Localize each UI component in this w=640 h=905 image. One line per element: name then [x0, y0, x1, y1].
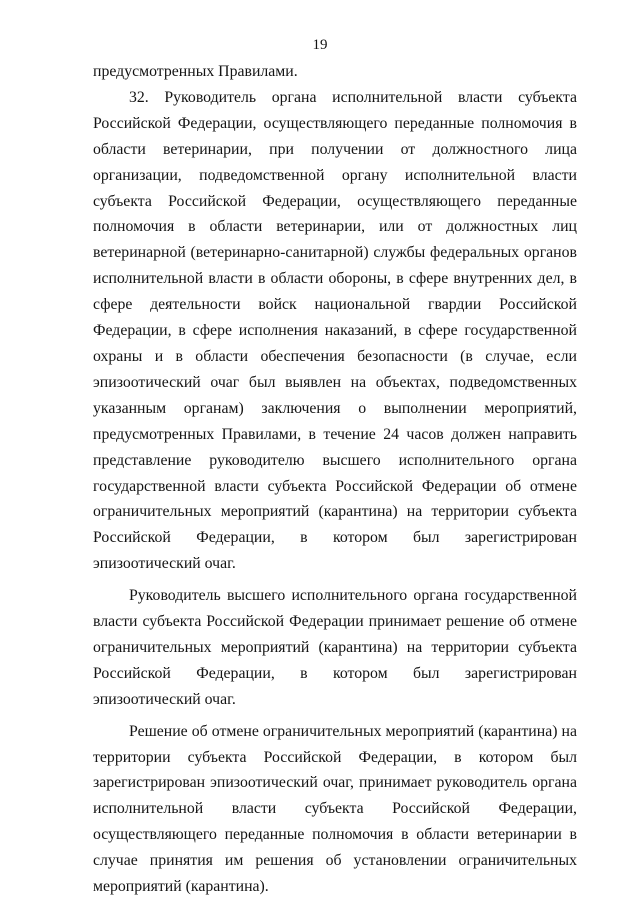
- document-body: [93, 59, 577, 900]
- paragraph-item-32: 32. Руководитель органа исполнительной власти субъекта Российской Федерации, осуществляющего переданные полномочия в области ветеринарии, при получении от должностного лица организации, подведомственной органу исполнительной власти субъекта Российской Федерации, осуществляющего переданные полномочия в области ветеринарии, или от должностных лиц ветеринарной (ветеринарно-санитарной) службы федеральных органов исполнительной власти в области обороны, в сфере внутренних дел, в сфере деятельности войск национальной гвардии Российской Федерации, в сфере исполнения наказаний, в сфере государственной охраны и в области обеспечения безопасности (в случае, если эпизоотический очаг был выявлен на объектах, подведомственных указанным органам) заключения о выполнении мероприятий, предусмотренных Правилами, в течение 24 часов должен направить представление руководителю высшего исполнительного органа государственной власти субъекта Российской Федерации об отмене ограничительных мероприятий (карантина) на территории субъекта Российской Федерации, в котором был зарегистрирован эпизоотический очаг.: [93, 88, 577, 573]
- paragraph-governor-decision: Руководитель высшего исполнительного органа государственной власти субъекта Российской Федерации принимает решение об отмене ограничительных мероприятий (карантина) на территории субъекта Российской Федерации, в котором был зарегистрирован эпизоотический очаг.: [93, 587, 577, 708]
- paragraph-authority-decision: Решение об отмене ограничительных мероприятий (карантина) на территории субъекта Российской Федерации, в котором был зарегистрирован эпизоотический очаг, принимает руководитель органа исполнительной власти субъекта Российской Федерации, осуществляющего переданные полномочия в области ветеринарии в случае принятия им решения об установлении ограничительных мероприятий (карантина).: [93, 722, 577, 896]
- page-number: 19: [312, 37, 328, 53]
- paragraph-continuation: предусмотренных Правилами.: [93, 63, 298, 80]
